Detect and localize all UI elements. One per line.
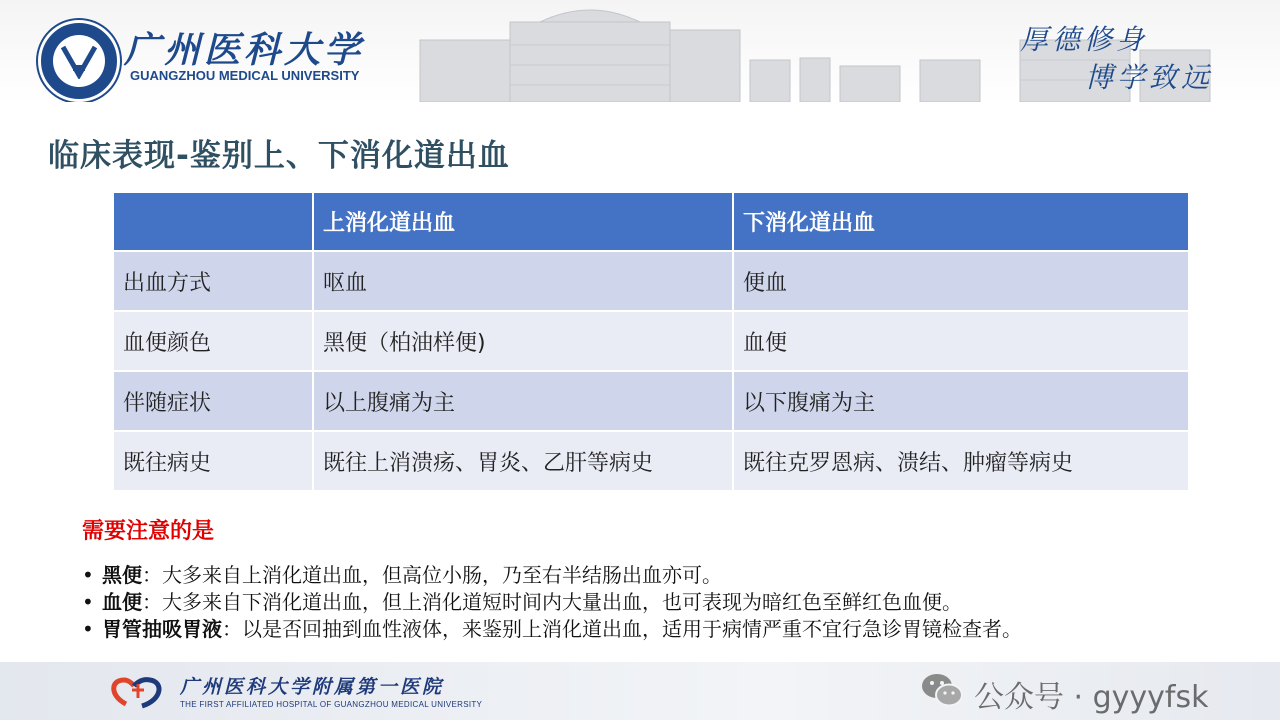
table-cell: 呕血	[313, 251, 733, 311]
table-header-cell: 下消化道出血	[733, 192, 1189, 251]
note-heading: 需要注意的是	[82, 519, 215, 544]
footer-bar	[0, 662, 1280, 720]
table-row	[113, 251, 1189, 311]
motto-line-2: 博学致远	[1085, 61, 1214, 94]
university-logo-icon	[38, 20, 120, 102]
page-title: 临床表现-鉴别上、下消化道出血	[48, 138, 510, 174]
table-cell: 既往克罗恩病、溃结、肿瘤等病史	[733, 431, 1189, 491]
table-row	[113, 431, 1189, 491]
list-item	[82, 616, 1022, 643]
wechat-icon	[920, 670, 964, 710]
motto-line-1: 厚德修身	[1020, 23, 1149, 56]
hospital-name-cn: 广州医科大学附属第一医院	[180, 676, 445, 698]
table-header-row	[113, 192, 1189, 251]
note-text: ：以是否回抽到血性液体，来鉴别上消化道出血，适用于病情严重不宜行急诊胃镜检查者。	[222, 617, 1022, 641]
note-text: ：大多来自上消化道出血，但高位小肠，乃至右半结肠出血亦可。	[142, 563, 722, 587]
note-text: ：大多来自下消化道出血，但上消化道短时间内大量出血，也可表现为暗红色至鲜红色血便。	[142, 590, 962, 614]
note-term: 血便	[102, 590, 142, 614]
hospital-name-en: THE FIRST AFFILIATED HOSPITAL OF GUANGZHOU MEDICAL UNIVERSITY	[180, 700, 483, 709]
bullet: •	[82, 563, 94, 587]
bullet: •	[82, 590, 94, 614]
table-cell: 既往病史	[113, 431, 313, 491]
table-cell: 血便颜色	[113, 311, 313, 371]
list-item	[82, 589, 1022, 616]
university-name-cn: 广州医科大学	[124, 29, 365, 71]
table-cell: 出血方式	[113, 251, 313, 311]
table-header-cell	[113, 192, 313, 251]
watermark-text: 公众号 · gyyyfsk	[974, 680, 1209, 715]
table-cell: 便血	[733, 251, 1189, 311]
university-name-en: GUANGZHOU MEDICAL UNIVERSITY	[130, 68, 360, 83]
table-row	[113, 371, 1189, 431]
table-header-cell: 上消化道出血	[313, 192, 733, 251]
table-cell: 血便	[733, 311, 1189, 371]
table-cell: 黑便（柏油样便)	[313, 311, 733, 371]
note-term: 胃管抽吸胃液	[102, 617, 222, 641]
list-item	[82, 562, 1022, 589]
table-cell: 以上腹痛为主	[313, 371, 733, 431]
note-term: 黑便	[102, 563, 142, 587]
header-banner	[0, 0, 1280, 102]
notes-list	[82, 562, 1022, 643]
bullet: •	[82, 617, 94, 641]
table-cell: 伴随症状	[113, 371, 313, 431]
table-cell: 既往上消溃疡、胃炎、乙肝等病史	[313, 431, 733, 491]
comparison-table	[112, 191, 1190, 492]
table-row	[113, 311, 1189, 371]
table-cell: 以下腹痛为主	[733, 371, 1189, 431]
hospital-logo-icon	[108, 674, 170, 710]
